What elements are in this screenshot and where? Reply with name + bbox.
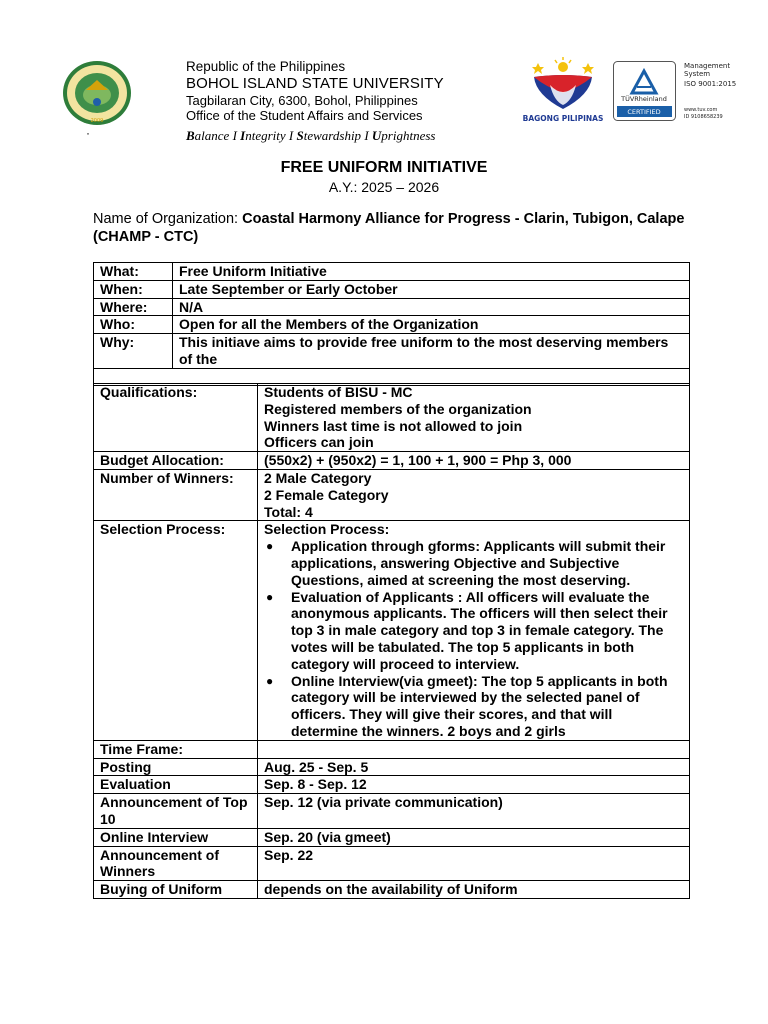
table-row: [94, 521, 690, 740]
table-row: [94, 794, 690, 829]
row-key: Qualifications:: [94, 384, 258, 452]
tuv-id: ID 9108658239: [684, 114, 723, 120]
table-row: [94, 384, 690, 452]
motto-separator: I: [285, 128, 297, 143]
motto-separator: I: [229, 128, 241, 143]
motto-initial: B: [186, 128, 195, 143]
bagong-pilipinas-logo-icon: [520, 55, 606, 125]
table-row: [94, 334, 690, 369]
qualification-line: Registered members of the organization: [264, 400, 532, 417]
selection-steps: [264, 538, 683, 740]
motto-separator: I: [361, 128, 372, 143]
row-key: When:: [94, 280, 173, 298]
row-key: Where:: [94, 298, 173, 316]
motto-initial: I: [240, 128, 246, 143]
list-item: ● Application through gforms: Applicants will submit their applications, answering Objective and Subjective Questions, aimed at screening the most deserving.: [264, 538, 683, 588]
university-name: BOHOL ISLAND STATE UNIVERSITY: [186, 75, 444, 92]
row-value: N/A: [173, 298, 690, 316]
academic-year: A.Y.: 2025 – 2026: [328, 179, 440, 195]
tuv-line1: Management: [684, 62, 731, 70]
row-value: [258, 740, 690, 758]
address-line: Tagbilaran City, 6300, Bohol, Philippines: [186, 93, 418, 108]
table-row: [94, 828, 690, 846]
table-row: [94, 846, 690, 881]
row-value: (550x2) + (950x2) = 1, 100 + 1, 900 = Php 3, 000: [258, 452, 690, 470]
organization-value: Coastal Harmony Alliance for Progress - Clarin, Tubigon, Calape (CHAMP - CTC): [93, 211, 685, 245]
row-key: Online Interview: [94, 828, 258, 846]
organization-label: Name of Organization:: [93, 211, 243, 227]
seal-year: 2009: [90, 118, 104, 124]
qualification-line: Winners last time is not allowed to join: [264, 417, 523, 434]
row-key: Number of Winners:: [94, 469, 258, 520]
table-row: [94, 881, 690, 899]
table-row: [94, 263, 690, 281]
table-row: [94, 298, 690, 316]
row-key: Posting: [94, 758, 258, 776]
dot-mark: ·: [86, 126, 90, 140]
tuv-standard: ISO 9001:2015: [684, 80, 737, 88]
motto-initial: S: [296, 128, 304, 143]
table-row: [94, 469, 690, 520]
row-value: Free Uniform Initiative: [173, 263, 690, 281]
motto-word: prightness: [381, 128, 436, 143]
row-key: Evaluation: [94, 776, 258, 794]
list-item: ● Evaluation of Applicants : All officers will evaluate the anonymous applicants. The officers will then select their top 3 in male category and top 3 in female category. The votes will be tabulated. The top 5 applicants in both category will proceed to interview.: [264, 589, 683, 673]
letterhead: [0, 0, 768, 150]
row-key: Budget Allocation:: [94, 452, 258, 470]
row-value: Sep. 12 (via private communication): [258, 794, 690, 829]
row-value: depends on the availability of Uniform: [258, 881, 690, 899]
motto-word: tewardship: [303, 128, 362, 143]
row-key: Selection Process:: [94, 521, 258, 740]
row-value: Sep. 8 - Sep. 12: [258, 776, 690, 794]
row-key: Time Frame:: [94, 740, 258, 758]
table-row: [94, 758, 690, 776]
document-title: FREE UNIFORM INITIATIVE: [280, 159, 488, 176]
office-line: Office of the Student Affairs and Services: [186, 108, 423, 123]
qualifications-value: [258, 384, 690, 452]
motto-word: alance: [194, 128, 230, 143]
table-row: [94, 316, 690, 334]
qualification-line: Students of BISU - MC: [264, 384, 413, 400]
table-row: [94, 452, 690, 470]
row-key: Announcement of Winners: [94, 846, 258, 881]
selection-value: [258, 521, 690, 740]
row-value: This initiave aims to provide free uniform to the most deserving members of the: [173, 334, 690, 369]
tuv-certified: CERTIFIED: [627, 108, 661, 116]
list-item: ● Online Interview(via gmeet): The top 5 applicants in both category will be interviewed by the selected panel of officers. They will give their scores, and that will determine the winners. 2 boys and 2 girls: [264, 673, 683, 740]
bagong-pilipinas-text: BAGONG PILIPINAS: [522, 114, 604, 123]
row-key: Buying of Uniform: [94, 881, 258, 899]
tuv-brand: TÜVRheinland: [621, 95, 667, 103]
organization-name: [93, 210, 693, 246]
table-row: [94, 776, 690, 794]
row-value: Late September or Early October: [173, 280, 690, 298]
qualification-line: Officers can join: [264, 434, 374, 451]
letterhead-text: [186, 59, 444, 123]
motto-initial: U: [371, 128, 382, 143]
motto-word: ntegrity: [245, 128, 286, 143]
row-value: Sep. 22: [258, 846, 690, 881]
motto: [186, 128, 435, 144]
table-row: [94, 740, 690, 758]
details-table: [93, 383, 690, 899]
winners-line: 2 Male Category: [264, 469, 372, 486]
row-value: Sep. 20 (via gmeet): [258, 828, 690, 846]
tuv-line2: System: [684, 70, 711, 78]
row-key: Who:: [94, 316, 173, 334]
university-seal-icon: [62, 60, 132, 126]
winners-line: Total: 4: [264, 503, 313, 520]
winners-value: [258, 469, 690, 520]
overview-table: [93, 262, 690, 386]
tuv-certification-icon: [613, 61, 743, 121]
row-key: Announcement of Top 10: [94, 794, 258, 829]
tuv-url: www.tuv.com: [684, 107, 718, 113]
row-value: Open for all the Members of the Organization: [173, 316, 690, 334]
row-key: Why:: [94, 334, 173, 369]
republic-line: Republic of the Philippines: [186, 59, 346, 74]
row-key: What:: [94, 263, 173, 281]
table-row: [94, 280, 690, 298]
row-value: Aug. 25 - Sep. 5: [258, 758, 690, 776]
selection-heading: Selection Process:: [264, 521, 390, 538]
winners-line: 2 Female Category: [264, 486, 389, 503]
